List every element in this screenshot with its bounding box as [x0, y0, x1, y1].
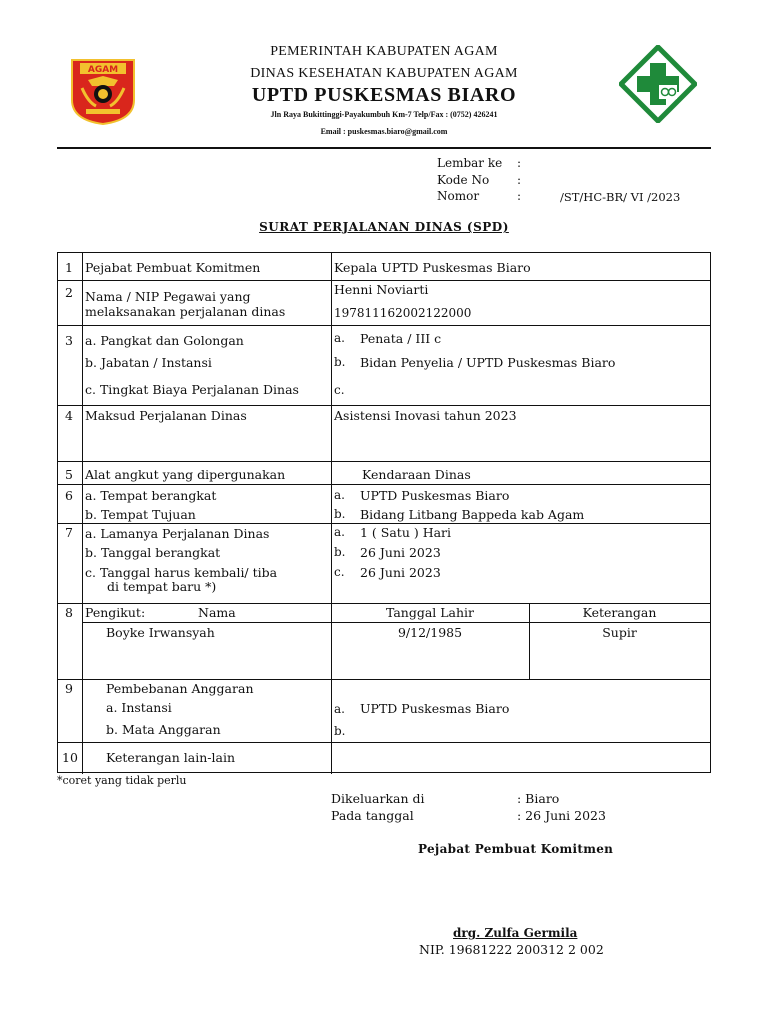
row-7-c-value: 26 Juni 2023 [360, 565, 441, 580]
row-10-no: 10 [62, 750, 78, 765]
row-divider [58, 461, 710, 462]
row-6-a-value: UPTD Puskesmas Biaro [360, 488, 510, 503]
row-4-label: Maksud Perjalanan Dinas [85, 408, 247, 423]
col-divider-value [331, 253, 332, 774]
row-7-no: 7 [65, 525, 73, 540]
pengikut-keterangan: Supir [602, 625, 637, 640]
row-3-b-value: Bidan Penyelia / UPTD Puskesmas Biaro [360, 355, 616, 370]
document-title-text: SURAT PERJALANAN DINAS (SPD) [259, 220, 509, 234]
jabatan-penandatangan: Pejabat Pembuat Komitmen [418, 842, 614, 856]
row-7-b-value: 26 Juni 2023 [360, 545, 441, 560]
kode-label: Kode No [437, 173, 490, 187]
row-8-no: 8 [65, 605, 73, 620]
document-title [0, 220, 768, 234]
row-1-value: Kepala UPTD Puskesmas Biaro [334, 260, 531, 275]
tanggal-label: Pada tanggal [331, 808, 414, 823]
nomor-value: /ST/HC-BR/ VI /2023 [560, 190, 681, 204]
row-5-value: Kendaraan Dinas [362, 467, 471, 482]
puskesmas-logo-icon [619, 45, 697, 123]
pengikut-nama: Boyke Irwansyah [106, 625, 215, 640]
row-3-b-label: b. Jabatan / Instansi [85, 355, 212, 370]
row-divider [58, 679, 710, 680]
row-divider [58, 325, 710, 326]
agam-logo-text: AGAM [87, 65, 119, 75]
row-7-a-label: a. Lamanya Perjalanan Dinas [85, 526, 270, 541]
row-2-no: 2 [65, 285, 73, 300]
dikeluarkan-label: Dikeluarkan di [331, 791, 425, 806]
nomor-label: Nomor [437, 189, 480, 203]
row-3-no: 3 [65, 333, 73, 348]
row-6-b-value: Bidang Litbang Bappeda kab Agam [360, 507, 585, 522]
header-email: Email : puskesmas.biaro@gmail.com [320, 127, 448, 136]
row-8-label: Pengikut: [85, 605, 146, 620]
footnote: *coret yang tidak perlu [57, 774, 187, 787]
row-9-label: Pembebanan Anggaran [106, 681, 254, 696]
row-9-b-label: b. Mata Anggaran [106, 722, 221, 737]
header-address: Jln Raya Bukittinggi-Payakumbuh Km-7 Telp/Fax : (0752) 426241 [270, 110, 498, 119]
lembar-label: Lembar ke [437, 156, 503, 170]
header-puskesmas: UPTD PUSKESMAS BIARO [251, 84, 517, 106]
row-divider [58, 523, 710, 524]
row-3-c-prefix: c. [334, 383, 345, 397]
row-6-no: 6 [65, 488, 73, 503]
row-5-no: 5 [65, 467, 73, 482]
row-1-label: Pejabat Pembuat Komitmen [85, 260, 261, 275]
row-6-b-label: b. Tempat Tujuan [85, 507, 196, 522]
row-7-a-prefix: a. [334, 525, 345, 539]
row-9-a-label: a. Instansi [106, 700, 172, 715]
row-7-b-prefix: b. [334, 545, 346, 559]
pengikut-col-tanggal: Tanggal Lahir [385, 605, 475, 620]
row-10-label: Keterangan lain-lain [106, 750, 235, 765]
nama-penandatangan: drg. Zulfa Germila [453, 926, 578, 940]
row-3-a-value: Penata / III c [360, 331, 442, 346]
lembar-colon: : [517, 156, 522, 170]
row-divider [58, 280, 710, 281]
row-4-no: 4 [65, 408, 73, 423]
row-7-c-label-2: di tempat baru *) [107, 579, 217, 594]
row-divider [58, 742, 710, 743]
spd-table [57, 252, 711, 773]
tanggal-value: : 26 Juni 2023 [517, 808, 606, 823]
nip-penandatangan: NIP. 19681222 200312 2 002 [419, 942, 604, 957]
row-3-c-label: c. Tingkat Biaya Perjalanan Dinas [85, 382, 299, 397]
row-7-c-label: c. Tanggal harus kembali/ tiba [85, 565, 278, 580]
row-6-b-prefix: b. [334, 507, 346, 521]
row-9-a-prefix: a. [334, 702, 345, 716]
row-9-no: 9 [65, 681, 73, 696]
row-2-nama: Henni Noviarti [334, 282, 429, 297]
row-divider [58, 405, 710, 406]
pengikut-col-nama: Nama [198, 605, 236, 620]
row-3-a-prefix: a. [334, 331, 345, 345]
row-divider [58, 484, 710, 485]
pengikut-col-keterangan: Keterangan [582, 605, 657, 620]
row-2-nip: 197811162002122000 [334, 306, 472, 320]
nomor-colon: : [517, 189, 522, 203]
row-6-a-label: a. Tempat berangkat [85, 488, 217, 503]
row-3-b-prefix: b. [334, 355, 346, 369]
row-5-label: Alat angkut yang dipergunakan [85, 467, 286, 482]
row-divider [82, 622, 710, 623]
header-pemerintah: PEMERINTAH KABUPATEN AGAM [270, 44, 498, 59]
col-divider-no [82, 253, 83, 774]
header-dinas: DINAS KESEHATAN KABUPATEN AGAM [250, 66, 518, 81]
row-6-a-prefix: a. [334, 488, 345, 502]
row-7-b-label: b. Tanggal berangkat [85, 545, 221, 560]
row-divider [58, 603, 710, 604]
row-3-a-label: a. Pangkat dan Golongan [85, 333, 244, 348]
pengikut-tanggal: 9/12/1985 [397, 625, 463, 640]
row-7-a-value: 1 ( Satu ) Hari [360, 525, 452, 540]
row-4-value: Asistensi Inovasi tahun 2023 [334, 408, 517, 423]
row-9-b-prefix: b. [334, 724, 346, 738]
header-divider [57, 147, 711, 149]
row-7-c-prefix: c. [334, 565, 345, 579]
dikeluarkan-value: : Biaro [517, 791, 560, 806]
row-2-label-1: Nama / NIP Pegawai yang [85, 289, 251, 304]
row-9-a-value: UPTD Puskesmas Biaro [360, 701, 510, 716]
kode-colon: : [517, 173, 522, 187]
row-2-label-2: melaksanakan perjalanan dinas [85, 304, 286, 319]
row-1-no: 1 [65, 260, 73, 275]
